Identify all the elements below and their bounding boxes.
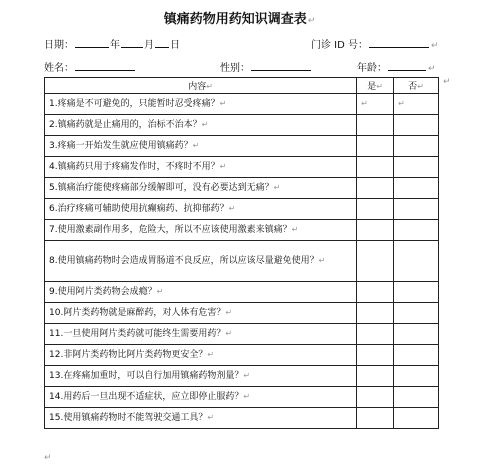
table-row — [45, 136, 439, 157]
year-blank[interactable] — [75, 37, 109, 48]
end-mark: ↵ — [44, 453, 52, 463]
table-row — [45, 157, 439, 178]
clinic-id-blank[interactable] — [369, 37, 429, 48]
day-blank[interactable] — [155, 37, 169, 48]
answer-no-cell[interactable] — [394, 136, 439, 157]
table-row — [45, 303, 439, 324]
question-text: 6.治疗疼痛可辅助使用抗癫痫药、抗抑郁药？↵ — [45, 199, 357, 220]
header-content: 内容↵ — [45, 78, 357, 94]
question-text: 11.一旦使用阿片类药就可能终生需要用药？↵ — [45, 324, 357, 345]
header-no: 否↵ — [394, 78, 439, 94]
question-text: 1.疼痛是不可避免的，只能暂时忍受疼痛？↵ — [45, 94, 357, 115]
answer-yes-cell[interactable]: ↵ — [357, 94, 394, 115]
month-blank[interactable] — [121, 37, 143, 48]
answer-no-cell[interactable] — [394, 199, 439, 220]
answer-yes-cell[interactable] — [357, 220, 394, 241]
answer-no-cell[interactable] — [394, 157, 439, 178]
gender-field: 性别： — [220, 59, 312, 74]
answer-yes-cell[interactable] — [357, 345, 394, 366]
question-text: 12.非阿片类药物比阿片类药物更安全？↵ — [45, 345, 357, 366]
question-text: 9.使用阿片类药物会成瘾？↵ — [45, 282, 357, 303]
answer-yes-cell[interactable] — [357, 324, 394, 345]
answer-no-cell[interactable] — [394, 324, 439, 345]
answer-no-cell[interactable] — [394, 178, 439, 199]
table-row — [45, 241, 439, 282]
answer-no-cell[interactable]: ↵ — [394, 94, 439, 115]
answer-yes-cell[interactable] — [357, 387, 394, 408]
name-blank[interactable] — [75, 60, 135, 71]
table-row — [45, 199, 439, 220]
answer-no-cell[interactable] — [394, 303, 439, 324]
question-text: 7.使用激素副作用多，危险大，所以不应该使用激素来镇痛？↵ — [45, 220, 357, 241]
question-text: 5.镇痛治疗能使疼痛部分缓解即可，没有必要达到无痛？↵ — [45, 178, 357, 199]
header-yes: 是↵ — [357, 78, 394, 94]
answer-yes-cell[interactable] — [357, 282, 394, 303]
answer-yes-cell[interactable] — [357, 136, 394, 157]
answer-yes-cell[interactable] — [357, 115, 394, 136]
table-row — [45, 366, 439, 387]
answer-no-cell[interactable] — [394, 220, 439, 241]
question-text: 4.镇痛药只用于疼痛发作时，不疼时不用？↵ — [45, 157, 357, 178]
answer-yes-cell[interactable] — [357, 366, 394, 387]
table-row — [45, 387, 439, 408]
gender-blank[interactable] — [251, 60, 311, 71]
table-row — [45, 324, 439, 345]
question-text: 8.使用镇痛药物时会造成胃肠道不良反应，所以应该尽量避免使用？↵ — [45, 241, 357, 282]
table-row — [45, 94, 439, 115]
row-end-mark: ↵ — [443, 77, 451, 87]
answer-no-cell[interactable] — [394, 408, 439, 429]
table-row — [45, 282, 439, 303]
date-field: 日期： 年 月 日 — [44, 36, 180, 51]
answer-no-cell[interactable] — [394, 115, 439, 136]
age-field: 年龄： ↵ — [357, 59, 436, 74]
question-text: 3.疼痛一开始发生就应使用镇痛药？↵ — [45, 136, 357, 157]
question-text: 15.使用镇痛药物时不能驾驶交通工具？↵ — [45, 408, 357, 429]
table-header-row — [45, 78, 439, 94]
table-row — [45, 408, 439, 429]
answer-yes-cell[interactable] — [357, 303, 394, 324]
name-field: 姓名： — [44, 59, 136, 74]
answer-yes-cell[interactable] — [357, 241, 394, 282]
answer-yes-cell[interactable] — [357, 408, 394, 429]
table-row — [45, 178, 439, 199]
table-row — [45, 115, 439, 136]
answer-no-cell[interactable] — [394, 282, 439, 303]
question-text: 13.在疼痛加重时，可以自行加用镇痛药物剂量？↵ — [45, 366, 357, 387]
answer-no-cell[interactable] — [394, 387, 439, 408]
answer-yes-cell[interactable] — [357, 178, 394, 199]
answer-yes-cell[interactable] — [357, 199, 394, 220]
question-text: 10.阿片类药物就是麻醉药，对人体有危害？↵ — [45, 303, 357, 324]
survey-table — [44, 77, 439, 429]
question-text: 2.镇痛药就是止痛用的，治标不治本？↵ — [45, 115, 357, 136]
clinic-id-field: 门诊 ID 号： ↵ — [311, 36, 439, 51]
answer-no-cell[interactable] — [394, 241, 439, 282]
answer-no-cell[interactable] — [394, 366, 439, 387]
page-title: 镇痛药物用药知识调查表↵ — [163, 12, 316, 27]
table-row — [45, 220, 439, 241]
age-blank[interactable] — [388, 60, 426, 71]
answer-no-cell[interactable] — [394, 345, 439, 366]
answer-yes-cell[interactable] — [357, 157, 394, 178]
table-row — [45, 345, 439, 366]
question-text: 14.用药后一旦出现不适症状，应立即停止服药？↵ — [45, 387, 357, 408]
